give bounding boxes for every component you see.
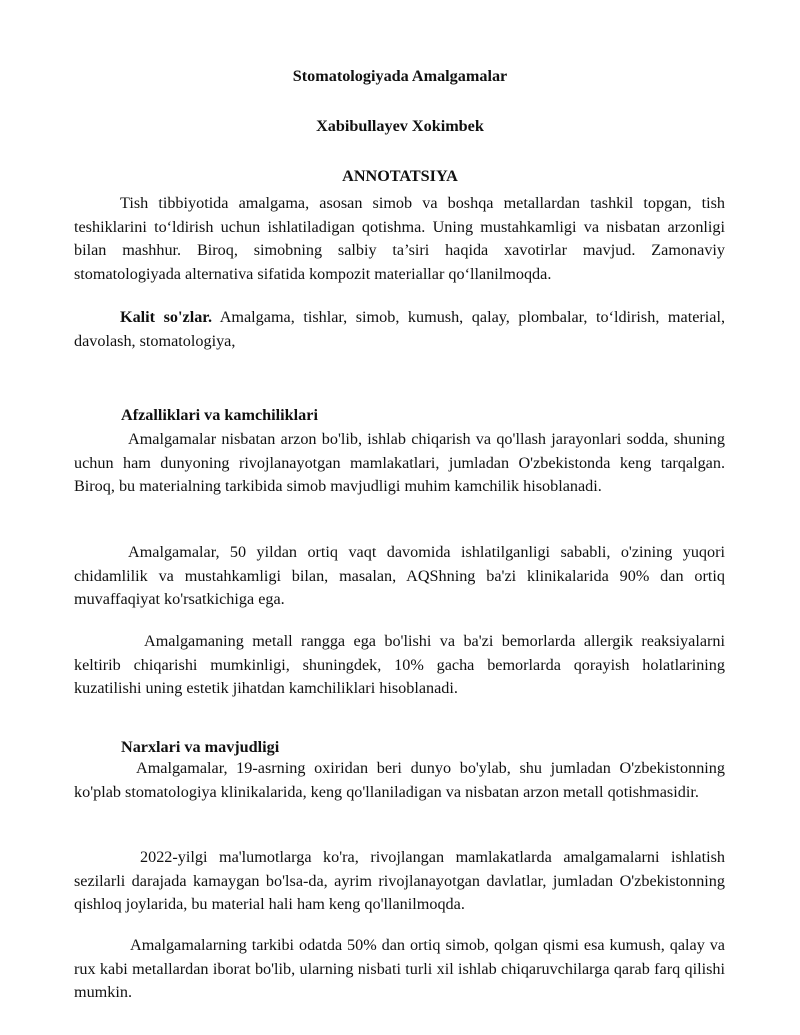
keywords-text: Amalgama, tishlar, simob, kumush, qalay, plombalar, to‘ldirish, material, davolash, stomatologiya, [74, 308, 726, 350]
section-heading-prices: Narxlari va mavjudligi [121, 738, 280, 756]
section1-paragraph-1: Amalgamalar nisbatan arzon bo'lib, ishlab chiqarish va qo'llash jarayonlari sodda, shuning uchun ham dunyoning rivojlanayotgan mamlakatlari, jumladan O'zbekistonda keng tarqalgan. Biroq, bu materialning tarkibida simob mavjudligi muhim kamchilik hisoblanadi. [74, 430, 725, 495]
section1-paragraph-2: Amalgamalar, 50 yildan ortiq vaqt davomida ishlatilganligi sababli, o'zining yuqori chidamlilik va mustahkamligi bilan, masalan, AQShning ba'zi klinikalarida 90% dan ortiq muvaffaqiyat ko'rsatkichiga ega. [74, 543, 725, 608]
section2-paragraph-2: 2022-yilgi ma'lumotlarga ko'ra, rivojlangan mamlakatlarda amalgamalarni ishlatish sezilarli darajada kamaygan bo'lsa-da, ayrim rivojlanayotgan davlatlar, jumladan O'zbekistonning qishloq joylarida, bu material hali ham keng qo'llanilmoqda. [74, 848, 725, 913]
author-name: Xabibullayev Xokimbek [316, 117, 484, 135]
annotation-heading: ANNOTATSIYA [342, 167, 458, 185]
annotation-paragraph: Tish tibbiyotida amalgama, asosan simob va boshqa metallardan tashkil topgan, tish teshiklarini to‘ldirish uchun ishlatiladigan qotishma. Uning mustahkamligi va nisbatan arzonligi bilan mashhur. Biroq, simobning salbiy ta’siri haqida xavotirlar mavjud. Zamonaviy stomatologiyada alternativa sifatida kompozit materiallar qo‘llanilmoqda. [74, 194, 725, 283]
keywords-paragraph [74, 306, 725, 353]
section2-paragraph-3: Amalgamalarning tarkibi odatda 50% dan ortiq simob, qolgan qismi esa kumush, qalay va rux kabi metallardan iborat bo'lib, ularning nisbati turli xil ishlab chiqaruvchilarga qarab farq qilishi mumkin. [74, 936, 725, 1001]
document-title: Stomatologiyada Amalgamalar [292, 67, 508, 85]
section-heading-advantages: Afzalliklari va kamchiliklari [121, 406, 318, 424]
section2-paragraph-1: Amalgamalar, 19-asrning oxiridan beri dunyo bo'ylab, shu jumladan O'zbekistonning ko'plab stomatologiya klinikalarida, keng qo'llaniladigan va nisbatan arzon metall qotishmasidir. [74, 759, 725, 801]
section1-paragraph-3: Amalgamaning metall rangga ega bo'lishi va ba'zi bemorlarda allergik reaksiyalarni keltirib chiqarishi mumkinligi, shuningdek, 10% gacha bemorlarda qorayish holatlarining kuzatilishi uning estetik jihatdan kamchiliklari hisoblanadi. [74, 632, 725, 697]
keywords-label: Kalit so'zlar. [120, 308, 213, 326]
